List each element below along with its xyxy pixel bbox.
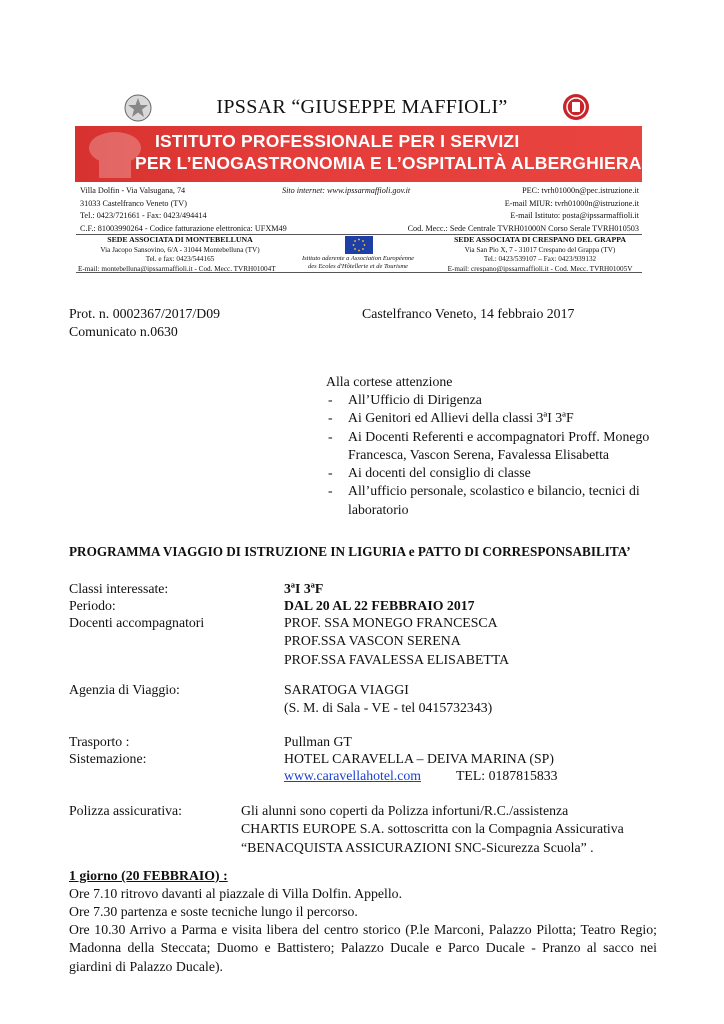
periodo-label: Periodo: [69, 598, 116, 613]
hotel-phone: TEL: 0187815833 [456, 768, 558, 783]
banner-line-2: PER L’ENOGASTRONOMIA E L’OSPITALITÀ ALBERGHIERA [135, 153, 642, 173]
aeht-line-1: Istituto aderente a Association Européenne [301, 255, 415, 262]
agenzia-value: SARATOGA VIAGGI [284, 682, 409, 697]
sede-name: SEDE ASSOCIATA DI MONTEBELLUNA [107, 235, 253, 244]
address-line: Villa Dolfin - Via Valsugana, 74 [80, 186, 186, 195]
day1-paragraph: Ore 10.30 Arrivo a Parma e visita libera del centro storico (P.le Marconi, Palazzo Pilotta; Teatro Regio; Madonna della Steccata; Duomo e Battistero; Palazzo Ducale e Parco Ducale - Pranzo al sacco nei giardini di Palazzo Ducale). [69, 922, 657, 974]
place-date: Castelfranco Veneto, 14 febbraio 2017 [362, 306, 575, 321]
phone-line: Tel.: 0423/721661 - Fax: 0423/494414 [80, 211, 207, 220]
day1-title: 1 giorno (20 FEBBRAIO) : [69, 868, 228, 883]
sede-phone: Tel.: 0423/539107 – Fax: 0423/939132 [483, 255, 597, 263]
fiscal-code-line: C.F.: 81003990264 - Codice fatturazione elettronica: UFXM49 [80, 223, 287, 233]
city-line: 31033 Castelfranco Veneto (TV) [80, 198, 187, 208]
mech-code-line: Cod. Mecc.: Sede Centrale TVRH01000N Corso Serale TVRH010503 [407, 223, 639, 233]
day1-line: Ore 7.10 ritrovo davanti al piazzale di Villa Dolfin. Appello. [69, 886, 403, 901]
agenzia-address: (S. M. di Sala - VE - tel 0415732343) [284, 700, 493, 715]
school-logo-icon [562, 93, 590, 121]
sede-email: E-mail: montebelluna@ipssarmaffioli.it - Cod. Mecc. TVRH01004T [78, 264, 276, 273]
protocol-number: Prot. n. 0002367/2017/D09 [69, 306, 221, 321]
school-title: IPSSAR “GIUSEPPE MAFFIOLI” [216, 96, 508, 118]
header-right-info [408, 185, 639, 235]
aeht-membership [288, 255, 428, 271]
classi-value: 3ªI 3ªF [284, 581, 324, 596]
eu-flag-icon [345, 236, 373, 254]
program-heading: PROGRAMMA VIAGGIO DI ISTRUZIONE IN LIGURIA e PATTO DI CORRESPONSABILITA’ [69, 544, 631, 559]
sede-crespano [440, 235, 640, 274]
sistemazione-label: Sistemazione: [69, 751, 147, 766]
sede-phone: Tel. e fax: 0423/544165 [145, 255, 215, 263]
docenti-label: Docenti accompagnatori [69, 615, 205, 630]
sede-address: Via Jacopo Sansovino, 6/A - 31044 Montebelluna (TV) [100, 245, 260, 254]
docente-item: PROF. SSA MONEGO FRANCESCA [284, 615, 498, 630]
aeht-line-2: des Ecoles d'Hôtellerie et de Tourisme [308, 263, 408, 270]
institute-email-line: E-mail Istituto: posta@ipssarmaffioli.it [510, 211, 639, 220]
periodo-value: DAL 20 AL 22 FEBBRAIO 2017 [284, 598, 475, 613]
sede-email: E-mail: crespano@ipssarmaffioli.it - Cod. Mecc. TVRH01005V [447, 264, 633, 273]
sistemazione-value: HOTEL CARAVELLA – DEIVA MARINA (SP) [284, 751, 554, 766]
trasporto-label: Trasporto : [69, 734, 130, 749]
day1-line: Ore 7.30 partenza e soste tecniche lungo il percorso. [69, 904, 358, 919]
polizza-line: CHARTIS EUROPE S.A. sottoscritta con la Compagnia Assicurativa [241, 821, 624, 837]
sede-address: Via San Pio X, 7 - 31017 Crespano del Grappa (TV) [464, 245, 616, 254]
classi-label: Classi interessate: [69, 581, 169, 596]
polizza-line: “BENACQUISTA ASSICURAZIONI SNC-Sicurezza Scuola” . [241, 839, 594, 855]
docente-item: PROF.SSA VASCON SERENA [284, 633, 461, 649]
docente-item: PROF.SSA FAVALESSA ELISABETTA [284, 651, 510, 667]
list-item: - Ai Genitori ed Allievi della classi 3ªI 3ªF [328, 410, 574, 426]
miur-email-line: E-mail MIUR: tvrh01000n@istruzione.it [504, 198, 639, 208]
recipients-intro: Alla cortese attenzione [326, 374, 453, 389]
list-item: - Ai docenti del consiglio di classe [328, 465, 531, 481]
polizza-label: Polizza assicurativa: [69, 803, 183, 818]
agenzia-label: Agenzia di Viaggio: [69, 682, 180, 697]
hotel-website-link[interactable]: www.caravellahotel.com [284, 768, 422, 783]
list-item: - All’Ufficio di Dirigenza [328, 392, 482, 407]
list-item: - All’ufficio personale, scolastico e bilancio, tecnici di laboratorio [328, 483, 640, 517]
polizza-text [241, 802, 624, 857]
website-link[interactable]: Sito internet: www.ipssarmaffioli.gov.it [282, 186, 411, 195]
comunicato-number: Comunicato n.0630 [69, 324, 178, 339]
header-bottom-divider [76, 272, 642, 273]
pec-line: PEC: tvrh01000n@pec.istruzione.it [522, 186, 639, 195]
polizza-line: Gli alunni sono coperti da Polizza infortuni/R.C./assistenza [241, 803, 569, 818]
banner-line-1: ISTITUTO PROFESSIONALE PER I SERVIZI [155, 131, 520, 151]
list-item: - Ai Docenti Referenti e accompagnatori Proff. Monego Francesca, Vascon Serena, Favalessa Elisabetta [328, 428, 650, 462]
docenti-list [284, 614, 509, 669]
recipients-list [326, 391, 656, 519]
sede-montebelluna [80, 235, 280, 274]
header-left-info [80, 185, 287, 235]
trasporto-value: Pullman GT [284, 734, 352, 749]
sede-name: SEDE ASSOCIATA DI CRESPANO DEL GRAPPA [453, 235, 627, 244]
institute-banner [75, 126, 642, 182]
